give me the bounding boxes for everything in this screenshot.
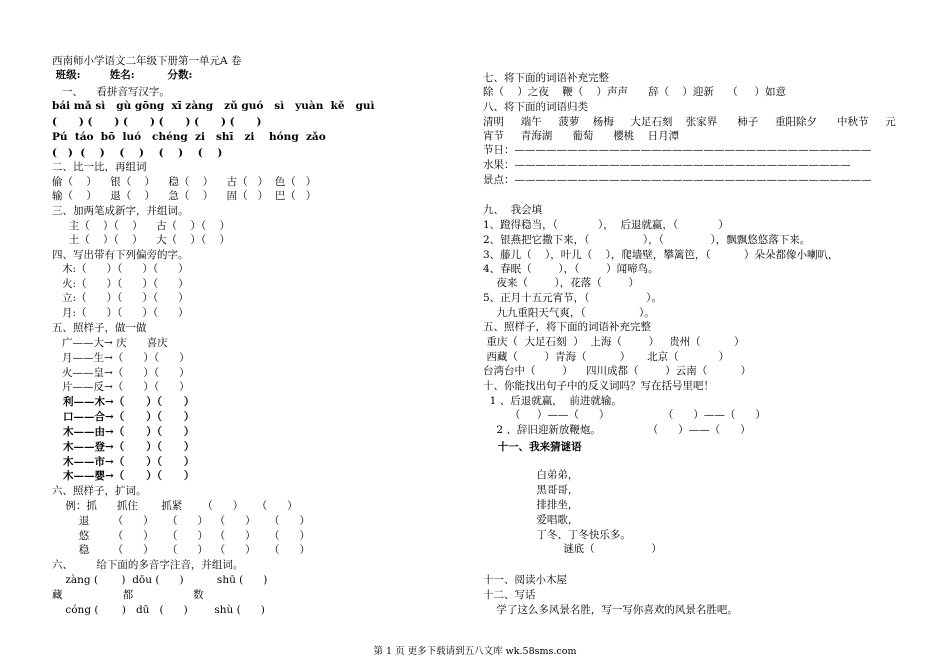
answer-blanks-row: ( ) ( ) ( ) ( ) ( ) ( ) (52, 116, 262, 128)
exercise-line: 5、正月十五元宵节，（ ）。 (483, 292, 662, 304)
exercise-line: 1、蹬得稳当，（ ）， 后退就赢，（ ） (483, 219, 729, 231)
riddle-answer: 谜底（ ） (483, 543, 662, 555)
category-line-fruits: 水果：———————————————————————————————— (483, 159, 851, 171)
exercise-line: 月:（ ）（ ）（ ） (52, 307, 189, 319)
section-heading: 九、 我会填 (483, 204, 543, 216)
section-heading: 一、 看拼音写汉字。 (52, 86, 170, 98)
exercise-line: 广——大→ 庆 喜庆 (52, 337, 168, 349)
exercise-line: 悠 （ ） （ ） （ ） （ ） (52, 530, 311, 542)
pinyin-line: zàng ( ) dōu ( ) shū ( ) (52, 574, 268, 586)
exercise-line: 输（ ） 退（ ） 急（ ） 固（ ） 巴（ ） (52, 190, 317, 202)
exercise-line: 木——由→（ ）（ ） (52, 426, 195, 438)
answer-blanks-row: ( ) ( ) ( ) ( ) ( ) (52, 147, 223, 159)
word-list-line: 清明 端午 菠萝 杨梅 大足石刻 张家界 柿子 重阳除夕 中秋节 元 (483, 116, 896, 128)
section-heading: 五、照样子，做一做 (52, 322, 147, 334)
exercise-line: 片——反→（ ）（ ） (52, 381, 190, 393)
category-line-scenic: 景点：—————————————————————————————————— (483, 174, 872, 186)
exercise-line: 立:（ ）（ ）（ ） (52, 292, 189, 304)
section-heading: 十二、写话 (483, 589, 536, 601)
exercise-line: 重庆（ 大足石刻 ） 上海（ ） 贵州（ ） (483, 336, 745, 348)
section-heading: 十、你能找出句子中的反义词吗？写在括号里吧！ (483, 380, 714, 392)
exercise-line: 主（ ）（ ） 古（ ）（ ） (52, 220, 230, 232)
exercise-line: 月——生→（ ）（ ） (52, 352, 190, 364)
riddle-line: 爱唱歌， (483, 514, 579, 526)
exercise-line: 木——登→（ ）（ ） (52, 441, 195, 453)
exercise-line: 口——合→（ ）（ ） (52, 411, 195, 423)
exercise-line: 例：抓 抓住 抓紧 （ ） （ ） (52, 500, 298, 512)
exercise-line: 西藏（ ）青海（ ） 北京（ ） (483, 351, 730, 363)
exercise-line: 3、藤儿（ ），叶儿（ ），爬墙壁，攀篱笆，（ ）朵朵都像小喇叭， (483, 249, 839, 261)
section-heading: 十一、我来猜谜语 (483, 441, 582, 453)
exercise-line: 九九重阳天气爽，（ ）。 (483, 307, 655, 319)
pinyin-line: cóng ( ) dū ( ) shù ( ) (52, 604, 265, 616)
exercise-line: 台湾台中（ ） 四川成都（ ）云南（ ） (483, 365, 752, 377)
page-footer: 第 1 页 更多下载请到五八文库 wk.58sms.com (373, 646, 577, 657)
section-heading: 四、写出带有下列偏旁的字。 (52, 249, 189, 261)
exercise-line: 火——皇→（ ）（ ） (52, 367, 190, 379)
exercise-line: 稳 （ ） （ ） （ ） （ ） (52, 544, 311, 556)
student-info-fields: 班级: 姓名: 分数: (52, 69, 193, 81)
exercise-line: 火:（ ）（ ）（ ） (52, 278, 189, 290)
exercise-line: 偷（ ） 银（ ） 稳（ ） 古（ ） 色（ ） (52, 176, 317, 188)
exercise-line: 学了这么多风景名胜，写一写你喜欢的风景名胜吧。 (483, 604, 738, 616)
pinyin-row: Pú táo bō luó chéng zi shī zi hóng zǎo (52, 131, 326, 143)
pinyin-row: bái mǎ sì gù gōng xī zàng zǔ guó sì yuàn kě guì (52, 100, 375, 112)
polyphone-chars: 藏 都 数 (52, 589, 204, 601)
exercise-line: 1 、后退就赢， 前进就输。 (483, 395, 622, 407)
exercise-line: 木:（ ）（ ）（ ） (52, 263, 189, 275)
section-heading: 七、将下面的词语补充完整 (483, 72, 609, 84)
exercise-line: 土（ ）（ ） 大（ ）（ ） (52, 234, 230, 246)
exercise-line: 除（ ）之夜 鞭（ ）声声 辞（ ）迎新 （ ）如意 (483, 86, 786, 98)
exercise-line: 2 、辞旧迎新放鞭炮。 （ ）——（ ） (483, 424, 751, 436)
section-heading: 六、 给下面的多音字注音，并组词。 (52, 559, 244, 571)
exercise-line: 木——婴→（ ）（ ） (52, 470, 195, 482)
exercise-line: 利——木→（ ）（ ） (52, 396, 195, 408)
doc-title: 西南师小学语文二年级下册第一单元A 卷 (52, 55, 242, 67)
exercise-line: 退 （ ） （ ） （ ） （ ） (52, 515, 311, 527)
riddle-line: 白弟弟， (483, 469, 579, 481)
section-heading: 十一、阅读小木屋 (483, 574, 567, 586)
exercise-line: 木——市→（ ）（ ） (52, 456, 195, 468)
exercise-line: （ ）——（ ） （ ）——（ ） (483, 409, 766, 421)
riddle-line: 黑哥哥， (483, 484, 579, 496)
word-list-line: 宵节 青海湖 葡萄 樱桃 日月潭 (483, 130, 680, 142)
category-line-holidays: 节日：—————————————————————————————————— (483, 144, 872, 156)
riddle-line: 丁冬、丁冬快乐多。 (483, 529, 631, 541)
section-heading: 三、加两笔成新字，并组词。 (52, 205, 189, 217)
section-heading: 八、将下面的词语归类 (483, 101, 588, 113)
exercise-line: 夜来（ ），花落（ ） (483, 277, 640, 289)
section-heading: 二、比一比，再组词 (52, 161, 147, 173)
exercise-line: 2、银燕把它撒下来，（ ），（ ），飘飘悠悠落下来。 (483, 234, 811, 246)
section-heading: 五、照样子，将下面的词语补充完整 (483, 321, 651, 333)
exercise-line: 4、春眠（ ），（ ）闻啼鸟。 (483, 263, 659, 275)
riddle-line: 排排坐， (483, 499, 579, 511)
section-heading: 六、照样子，扩词。 (52, 485, 147, 497)
